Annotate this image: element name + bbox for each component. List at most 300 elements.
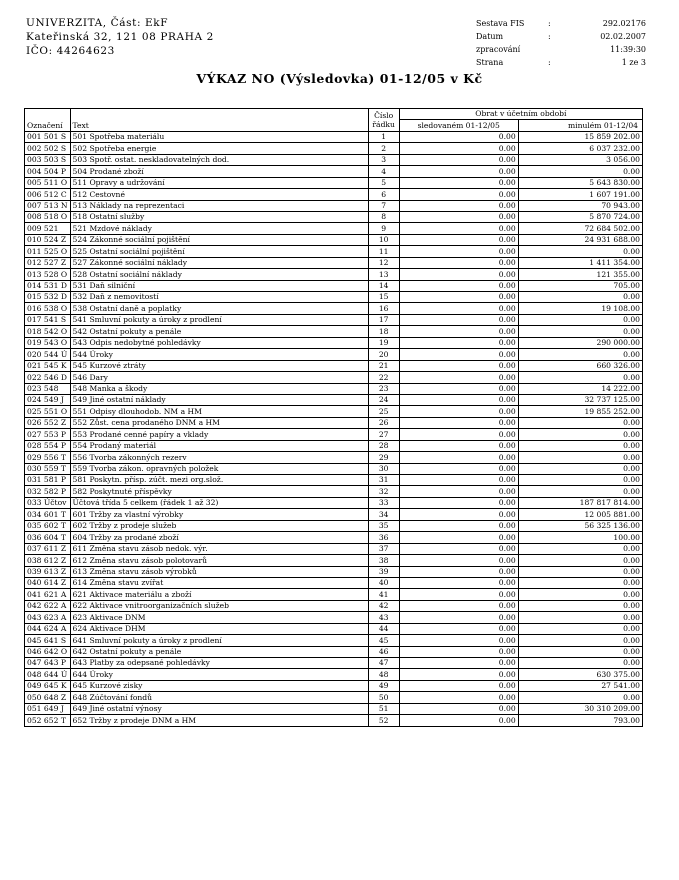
table-row: [25, 280, 643, 291]
cell-minulem: 290 000.00: [518, 337, 642, 348]
cell-text: 548 Manka a škody: [70, 383, 368, 394]
cell-text: 532 Daň z nemovitostí: [70, 292, 368, 303]
table-row: [25, 154, 643, 165]
cell-text: 642 Ostatní pokuty a penále: [70, 646, 368, 657]
cell-oznaceni: 021 545 K: [25, 360, 71, 371]
cell-sledovanem: 0.00: [399, 509, 518, 520]
table-row: [25, 406, 643, 417]
cell-cislo: 6: [368, 189, 399, 200]
table-row: [25, 646, 643, 657]
cell-minulem: 630 375.00: [518, 669, 642, 680]
table-row: [25, 189, 643, 200]
table-row: [25, 680, 643, 691]
cell-oznaceni: 037 611 Z: [25, 543, 71, 554]
cell-cislo: 1: [368, 131, 399, 142]
cell-text: 641 Smluvní pokuty a úroky z prodlení: [70, 635, 368, 646]
cell-oznaceni: 005 511 O: [25, 177, 71, 188]
cell-minulem: 5 870 724.00: [518, 211, 642, 222]
meta-row: [476, 17, 646, 30]
cell-oznaceni: 025 551 O: [25, 406, 71, 417]
cell-text: 553 Prodané cenné papíry a vklady: [70, 429, 368, 440]
cell-cislo: 52: [368, 715, 399, 726]
cell-oznaceni: 029 556 T: [25, 452, 71, 463]
cell-minulem: 70 943.00: [518, 200, 642, 211]
cell-oznaceni: 004 504 P: [25, 166, 71, 177]
table-row: [25, 166, 643, 177]
cell-text: 554 Prodaný materiál: [70, 440, 368, 451]
cell-sledovanem: 0.00: [399, 612, 518, 623]
cell-sledovanem: 0.00: [399, 314, 518, 325]
cell-minulem: 0.00: [518, 475, 642, 486]
cell-minulem: 0.00: [518, 417, 642, 428]
cell-sledovanem: 0.00: [399, 658, 518, 669]
cell-minulem: 0.00: [518, 486, 642, 497]
cell-minulem: 0.00: [518, 646, 642, 657]
cell-oznaceni: 039 613 Z: [25, 566, 71, 577]
cell-oznaceni: 051 649 J: [25, 703, 71, 714]
cell-cislo: 35: [368, 520, 399, 531]
cell-cislo: 25: [368, 406, 399, 417]
cell-minulem: 0.00: [518, 292, 642, 303]
cell-cislo: 19: [368, 337, 399, 348]
cell-sledovanem: 0.00: [399, 372, 518, 383]
cell-oznaceni: 018 542 O: [25, 326, 71, 337]
meta-key: Strana: [476, 58, 504, 67]
cell-minulem: 100.00: [518, 532, 642, 543]
cell-minulem: 0.00: [518, 658, 642, 669]
cell-cislo: 30: [368, 463, 399, 474]
cell-text: 611 Změna stavu zásob nedok. výr.: [70, 543, 368, 554]
table-row: [25, 475, 643, 486]
cell-oznaceni: 014 531 D: [25, 280, 71, 291]
cell-cislo: 9: [368, 223, 399, 234]
table-row: [25, 246, 643, 257]
cell-text: 504 Prodané zboží: [70, 166, 368, 177]
cell-oznaceni: 046 642 O: [25, 646, 71, 657]
cell-text: 552 Zůst. cena prodaného DNM a HM: [70, 417, 368, 428]
table-row: [25, 269, 643, 280]
table-row: [25, 211, 643, 222]
cell-sledovanem: 0.00: [399, 440, 518, 451]
cell-oznaceni: 023 548: [25, 383, 71, 394]
cell-cislo: 39: [368, 566, 399, 577]
table-row: [25, 143, 643, 154]
cell-minulem: 3 056.00: [518, 154, 642, 165]
table-row: [25, 440, 643, 451]
cell-oznaceni: 042 622 A: [25, 600, 71, 611]
cell-minulem: 0.00: [518, 372, 642, 383]
table-row: [25, 372, 643, 383]
cell-cislo: 5: [368, 177, 399, 188]
cell-sledovanem: 0.00: [399, 600, 518, 611]
table-row: [25, 429, 643, 440]
cell-sledovanem: 0.00: [399, 486, 518, 497]
cell-oznaceni: 050 648 Z: [25, 692, 71, 703]
cell-text: 511 Opravy a udržování: [70, 177, 368, 188]
cell-sledovanem: 0.00: [399, 680, 518, 691]
cell-oznaceni: 003 503 S: [25, 154, 71, 165]
cell-cislo: 18: [368, 326, 399, 337]
cell-oznaceni: 031 581 P: [25, 475, 71, 486]
cell-cislo: 46: [368, 646, 399, 657]
cell-cislo: 38: [368, 555, 399, 566]
org-ico: IČO: 44264623: [26, 45, 115, 57]
cell-sledovanem: 0.00: [399, 589, 518, 600]
cell-sledovanem: 0.00: [399, 360, 518, 371]
cell-oznaceni: 006 512 C: [25, 189, 71, 200]
cell-sledovanem: 0.00: [399, 154, 518, 165]
cell-sledovanem: 0.00: [399, 715, 518, 726]
table-row: [25, 509, 643, 520]
cell-text: 623 Aktivace DNM: [70, 612, 368, 623]
cell-minulem: 30 310 209.00: [518, 703, 642, 714]
cell-sledovanem: 0.00: [399, 394, 518, 405]
cell-sledovanem: 0.00: [399, 520, 518, 531]
cell-text: 602 Tržby z prodeje služeb: [70, 520, 368, 531]
cell-oznaceni: 009 521: [25, 223, 71, 234]
cell-text: 613 Změna stavu zásob výrobků: [70, 566, 368, 577]
cell-oznaceni: 041 621 A: [25, 589, 71, 600]
cell-cislo: 40: [368, 577, 399, 588]
cell-minulem: 0.00: [518, 589, 642, 600]
meta-value: 02.02.2007 11:39:30: [600, 32, 646, 54]
cell-sledovanem: 0.00: [399, 497, 518, 508]
table-row: [25, 577, 643, 588]
cell-sledovanem: 0.00: [399, 475, 518, 486]
cell-cislo: 22: [368, 372, 399, 383]
header-minulem: minulém 01-12/04: [518, 120, 642, 131]
cell-cislo: 21: [368, 360, 399, 371]
header-obrat: Obrat v účetním období: [399, 109, 642, 120]
cell-sledovanem: 0.00: [399, 429, 518, 440]
cell-minulem: 0.00: [518, 452, 642, 463]
cell-text: 559 Tvorba zákon. opravných položek: [70, 463, 368, 474]
cell-text: 518 Ostatní služby: [70, 211, 368, 222]
table-row: [25, 360, 643, 371]
meta-row: [476, 30, 646, 56]
cell-oznaceni: 033 Účtov: [25, 497, 71, 508]
cell-text: 513 Náklady na reprezentaci: [70, 200, 368, 211]
table-row: [25, 303, 643, 314]
cell-text: 556 Tvorba zákonných rezerv: [70, 452, 368, 463]
cell-text: 543 Odpis nedobytné pohledávky: [70, 337, 368, 348]
cell-minulem: 0.00: [518, 429, 642, 440]
cell-cislo: 29: [368, 452, 399, 463]
cell-minulem: 705.00: [518, 280, 642, 291]
table-row: [25, 623, 643, 634]
cell-cislo: 24: [368, 394, 399, 405]
cell-minulem: 0.00: [518, 440, 642, 451]
cell-cislo: 3: [368, 154, 399, 165]
cell-text: 648 Zúčtování fondů: [70, 692, 368, 703]
cell-oznaceni: 044 624 A: [25, 623, 71, 634]
cell-sledovanem: 0.00: [399, 555, 518, 566]
cell-oznaceni: 030 559 T: [25, 463, 71, 474]
cell-text: 604 Tržby za prodané zboží: [70, 532, 368, 543]
cell-oznaceni: 019 543 O: [25, 337, 71, 348]
table-row: [25, 520, 643, 531]
cell-text: 581 Poskytn. přísp. zúčt. mezi org.slož.: [70, 475, 368, 486]
cell-cislo: 27: [368, 429, 399, 440]
cell-sledovanem: 0.00: [399, 177, 518, 188]
table-row: [25, 337, 643, 348]
cell-text: 649 Jiné ostatní výnosy: [70, 703, 368, 714]
cell-sledovanem: 0.00: [399, 143, 518, 154]
cell-oznaceni: 047 643 P: [25, 658, 71, 669]
report-meta: [476, 17, 646, 69]
cell-minulem: 121 355.00: [518, 269, 642, 280]
cell-text: 538 Ostatní daně a poplatky: [70, 303, 368, 314]
cell-oznaceni: 028 554 P: [25, 440, 71, 451]
cell-cislo: 47: [368, 658, 399, 669]
cell-cislo: 4: [368, 166, 399, 177]
cell-cislo: 37: [368, 543, 399, 554]
cell-minulem: 0.00: [518, 566, 642, 577]
table-row: [25, 532, 643, 543]
table-row: [25, 715, 643, 726]
cell-text: 644 Úroky: [70, 669, 368, 680]
cell-text: 612 Změna stavu zásob polotovarů: [70, 555, 368, 566]
cell-text: 528 Ostatní sociální náklady: [70, 269, 368, 280]
cell-minulem: 19 855 252.00: [518, 406, 642, 417]
meta-row: [476, 56, 646, 69]
cell-cislo: 50: [368, 692, 399, 703]
cell-sledovanem: 0.00: [399, 337, 518, 348]
org-address: Kateřinská 32, 121 08 PRAHA 2: [26, 31, 214, 43]
cell-cislo: 48: [368, 669, 399, 680]
cell-oznaceni: 001 501 S: [25, 131, 71, 142]
cell-cislo: 33: [368, 497, 399, 508]
cell-oznaceni: 040 614 Z: [25, 577, 71, 588]
cell-sledovanem: 0.00: [399, 669, 518, 680]
cell-sledovanem: 0.00: [399, 532, 518, 543]
report-title: VÝKAZ NO (Výsledovka) 01-12/05 v Kč: [196, 71, 483, 86]
table-row: [25, 452, 643, 463]
cell-cislo: 17: [368, 314, 399, 325]
cell-oznaceni: 035 602 T: [25, 520, 71, 531]
cell-text: 512 Cestovné: [70, 189, 368, 200]
cell-oznaceni: 022 546 D: [25, 372, 71, 383]
cell-minulem: 0.00: [518, 600, 642, 611]
cell-sledovanem: 0.00: [399, 703, 518, 714]
cell-cislo: 32: [368, 486, 399, 497]
cell-sledovanem: 0.00: [399, 349, 518, 360]
cell-oznaceni: 002 502 S: [25, 143, 71, 154]
table-row: [25, 314, 643, 325]
cell-cislo: 16: [368, 303, 399, 314]
cell-minulem: 14 222.00: [518, 383, 642, 394]
table-row: [25, 200, 643, 211]
table-row: [25, 417, 643, 428]
cell-text: 549 Jiné ostatní náklady: [70, 394, 368, 405]
cell-text: 524 Zákonné sociální pojištění: [70, 234, 368, 245]
cell-cislo: 11: [368, 246, 399, 257]
cell-text: 541 Smluvní pokuty a úroky z prodlení: [70, 314, 368, 325]
cell-cislo: 28: [368, 440, 399, 451]
cell-minulem: 12 005 881.00: [518, 509, 642, 520]
organization-block: [26, 16, 214, 58]
table-row: [25, 257, 643, 268]
cell-minulem: 1 411 354.00: [518, 257, 642, 268]
table-row: [25, 589, 643, 600]
cell-cislo: 31: [368, 475, 399, 486]
cell-cislo: 43: [368, 612, 399, 623]
cell-text: 525 Ostatní sociální pojištění: [70, 246, 368, 257]
cell-sledovanem: 0.00: [399, 166, 518, 177]
cell-sledovanem: 0.00: [399, 543, 518, 554]
cell-cislo: 44: [368, 623, 399, 634]
cell-minulem: 32 737 125.00: [518, 394, 642, 405]
cell-cislo: 51: [368, 703, 399, 714]
cell-cislo: 14: [368, 280, 399, 291]
table-row: [25, 177, 643, 188]
cell-sledovanem: 0.00: [399, 246, 518, 257]
cell-cislo: 20: [368, 349, 399, 360]
cell-minulem: 187 817 814.00: [518, 497, 642, 508]
cell-cislo: 34: [368, 509, 399, 520]
cell-cislo: 15: [368, 292, 399, 303]
cell-text: 601 Tržby za vlastní výrobky: [70, 509, 368, 520]
cell-minulem: 0.00: [518, 543, 642, 554]
cell-sledovanem: 0.00: [399, 211, 518, 222]
cell-minulem: 0.00: [518, 635, 642, 646]
cell-sledovanem: 0.00: [399, 234, 518, 245]
table-row: [25, 292, 643, 303]
table-row: [25, 658, 643, 669]
table-row: [25, 497, 643, 508]
table-row: [25, 326, 643, 337]
cell-oznaceni: 016 538 O: [25, 303, 71, 314]
cell-sledovanem: 0.00: [399, 383, 518, 394]
cell-oznaceni: 043 623 A: [25, 612, 71, 623]
table-row: [25, 600, 643, 611]
table-row: [25, 131, 643, 142]
cell-sledovanem: 0.00: [399, 566, 518, 577]
cell-minulem: 0.00: [518, 314, 642, 325]
cell-sledovanem: 0.00: [399, 635, 518, 646]
cell-minulem: 24 931 688.00: [518, 234, 642, 245]
table-row: [25, 383, 643, 394]
cell-minulem: 0.00: [518, 623, 642, 634]
cell-oznaceni: 026 552 Z: [25, 417, 71, 428]
cell-sledovanem: 0.00: [399, 257, 518, 268]
cell-cislo: 12: [368, 257, 399, 268]
cell-cislo: 23: [368, 383, 399, 394]
cell-text: 551 Odpisy dlouhodob. NM a HM: [70, 406, 368, 417]
table-row: [25, 669, 643, 680]
header-sledovanem: sledovaném 01-12/05: [399, 120, 518, 131]
cell-text: 645 Kurzové zisky: [70, 680, 368, 691]
cell-oznaceni: 013 528 O: [25, 269, 71, 280]
table-row: [25, 234, 643, 245]
cell-text: 544 Úroky: [70, 349, 368, 360]
cell-oznaceni: 045 641 S: [25, 635, 71, 646]
cell-oznaceni: 017 541 S: [25, 314, 71, 325]
cell-text: 621 Aktivace materiálu a zboží: [70, 589, 368, 600]
cell-oznaceni: 052 652 T: [25, 715, 71, 726]
meta-sep: :: [548, 19, 551, 28]
cell-oznaceni: 008 518 O: [25, 211, 71, 222]
cell-oznaceni: 049 645 K: [25, 680, 71, 691]
table-row: [25, 612, 643, 623]
cell-sledovanem: 0.00: [399, 417, 518, 428]
cell-text: 614 Změna stavu zvířat: [70, 577, 368, 588]
cell-text: 582 Poskytnuté příspěvky: [70, 486, 368, 497]
cell-minulem: 72 684 502.00: [518, 223, 642, 234]
cell-oznaceni: 048 644 Ú: [25, 669, 71, 680]
cell-cislo: 45: [368, 635, 399, 646]
cell-cislo: 49: [368, 680, 399, 691]
table-row: [25, 555, 643, 566]
cell-text: 501 Spotřeba materiálu: [70, 131, 368, 142]
cell-text: 545 Kurzové ztráty: [70, 360, 368, 371]
cell-minulem: 19 108.00: [518, 303, 642, 314]
header-cislo-radku: Číslo řádku: [368, 109, 399, 132]
meta-key: Datum zpracování: [476, 32, 521, 54]
table-row: [25, 463, 643, 474]
cell-minulem: 0.00: [518, 577, 642, 588]
cell-minulem: 0.00: [518, 555, 642, 566]
cell-text: 502 Spotřeba energie: [70, 143, 368, 154]
table-row: [25, 692, 643, 703]
cell-oznaceni: 027 553 P: [25, 429, 71, 440]
cell-oznaceni: 007 513 N: [25, 200, 71, 211]
cell-cislo: 42: [368, 600, 399, 611]
cell-minulem: 27 541.00: [518, 680, 642, 691]
cell-minulem: 0.00: [518, 349, 642, 360]
cell-text: 542 Ostatní pokuty a penále: [70, 326, 368, 337]
cell-text: 643 Platby za odepsané pohledávky: [70, 658, 368, 669]
cell-sledovanem: 0.00: [399, 326, 518, 337]
cell-oznaceni: 020 544 Ú: [25, 349, 71, 360]
cell-text: 546 Dary: [70, 372, 368, 383]
table-row: [25, 635, 643, 646]
cell-minulem: 56 325 136.00: [518, 520, 642, 531]
cell-oznaceni: 015 532 D: [25, 292, 71, 303]
report-table: [24, 108, 643, 727]
cell-minulem: 793.00: [518, 715, 642, 726]
cell-oznaceni: 032 582 P: [25, 486, 71, 497]
cell-cislo: 36: [368, 532, 399, 543]
cell-text: 652 Tržby z prodeje DNM a HM: [70, 715, 368, 726]
cell-minulem: 660 326.00: [518, 360, 642, 371]
cell-oznaceni: 034 601 T: [25, 509, 71, 520]
cell-oznaceni: 036 604 T: [25, 532, 71, 543]
org-name: UNIVERZITA, Část: EkF: [26, 17, 169, 29]
cell-minulem: 0.00: [518, 692, 642, 703]
cell-minulem: 1 607 191.00: [518, 189, 642, 200]
cell-sledovanem: 0.00: [399, 189, 518, 200]
cell-cislo: 10: [368, 234, 399, 245]
cell-sledovanem: 0.00: [399, 280, 518, 291]
cell-cislo: 13: [368, 269, 399, 280]
cell-minulem: 5 643 830.00: [518, 177, 642, 188]
cell-cislo: 26: [368, 417, 399, 428]
table-row: [25, 223, 643, 234]
cell-sledovanem: 0.00: [399, 692, 518, 703]
cell-sledovanem: 0.00: [399, 303, 518, 314]
cell-oznaceni: 024 549 J: [25, 394, 71, 405]
meta-key: Sestava FIS: [476, 19, 525, 28]
cell-cislo: 8: [368, 211, 399, 222]
cell-sledovanem: 0.00: [399, 131, 518, 142]
cell-minulem: 6 037 232.00: [518, 143, 642, 154]
cell-text: 503 Spotř. ostat. neskladovatelných dod.: [70, 154, 368, 165]
cell-sledovanem: 0.00: [399, 646, 518, 657]
cell-minulem: 0.00: [518, 326, 642, 337]
cell-sledovanem: 0.00: [399, 200, 518, 211]
cell-oznaceni: 011 525 O: [25, 246, 71, 257]
